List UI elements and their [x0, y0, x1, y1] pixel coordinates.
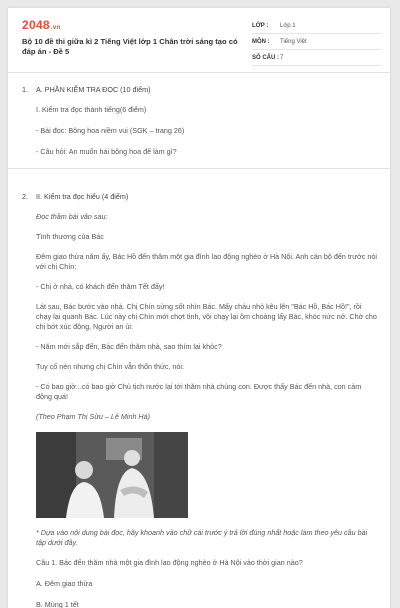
meta-value: Tiếng Việt: [280, 38, 307, 45]
question-title: A. PHẦN KIỂM TRA ĐỌC (10 điểm): [36, 85, 151, 94]
site-logo[interactable]: [22, 18, 60, 32]
question-body: [36, 212, 378, 608]
reading-intro: Đọc thầm bài văn sau:: [36, 212, 108, 221]
instruction-text: * Dựa vào nội dung bài đọc, hãy khoanh vào chữ cái trước ý trả lời đúng nhất hoặc làm theo yêu cầu bài tập dưới đây.: [36, 528, 368, 547]
story-photo: [36, 432, 188, 518]
text-line: - Bài đọc: Bông hoa niềm vui (SGK – trang 26): [36, 126, 185, 135]
story-paragraph: - Chị ở nhà, có khách đến thăm Tết đấy!: [36, 282, 165, 291]
story-source: (Theo Phạm Thị Sửu – Lê Minh Hà): [36, 412, 151, 421]
document-content: [22, 85, 378, 608]
question-1: [22, 85, 378, 157]
question-body: [36, 105, 378, 157]
document-page: [8, 8, 390, 608]
logo-text: 2048: [22, 18, 50, 32]
question-2: [22, 192, 378, 608]
meta-value: Lớp 1: [280, 22, 296, 29]
meta-label: MÔN :: [252, 38, 270, 45]
story-title: Tình thương của Bác: [36, 232, 104, 241]
photo-illustration: [36, 432, 188, 518]
question-text: Câu 1. Bác đến thăm nhà một gia đình lao động nghèo ở Hà Nội vào thời gian nào?: [36, 558, 303, 567]
answer-option[interactable]: A. Đêm giao thừa: [36, 579, 93, 588]
story-paragraph: Tuy cố nén nhưng chị Chín vẫn thổn thức, nói:: [36, 362, 185, 371]
story-paragraph: Lát sau, Bác bước vào nhà. Chị Chín sửng sốt nhìn Bác. Mấy cháu nhỏ kêu lên "Bác Hồ, Bác Hồ!", rồi chạy lại quanh Bác. Lúc này chị Chín mới chợt tỉnh, vội chạy lại ôm choàng lấy Bác, khóc nức nở. Chờ cho chị bớt xúc động, Người an ủi:: [36, 302, 377, 331]
text-line: I. Kiểm tra đọc thành tiếng(6 điểm): [36, 105, 147, 114]
meta-row-subject: [252, 34, 382, 50]
document-title: Bộ 10 đề thi giữa kì 2 Tiếng Việt lớp 1 Chân trời sáng tạo có đáp án - Đề 5: [22, 37, 238, 56]
meta-value: 7: [280, 54, 284, 61]
meta-row-count: [252, 50, 382, 66]
question-number: 1.: [22, 85, 28, 94]
meta-label: SỐ CÂU :: [252, 54, 279, 61]
question-header: [22, 85, 378, 95]
story-paragraph: Đêm giao thừa năm ấy, Bác Hồ đến thăm một gia đình lao động nghèo ở Hà Nội. Anh cán bộ đến trước nói với chị Chín:: [36, 252, 377, 271]
text-line: - Câu hỏi: An muốn hái bông hoa để làm gì?: [36, 147, 177, 156]
meta-row-class: [252, 18, 382, 34]
question-title: II. Kiểm tra đọc hiểu (4 điểm): [36, 192, 129, 201]
meta-label: LỚP :: [252, 22, 269, 29]
question-number: 2.: [22, 192, 28, 201]
meta-table: [252, 18, 382, 66]
story-paragraph: - Có bao giờ...có bao giờ Chủ tịch nước lại tới thăm nhà chúng con. Được thấy Bác đến nhà, con cảm động quá!: [36, 382, 362, 401]
story-paragraph: - Năm mới sắp đến, Bác đến thăm nhà, sao thím lại khóc?: [36, 342, 222, 351]
logo-domain: .vn: [50, 25, 61, 31]
document-header: [8, 8, 390, 73]
question-header: [22, 192, 378, 202]
answer-option[interactable]: B. Mùng 1 tết: [36, 600, 79, 608]
